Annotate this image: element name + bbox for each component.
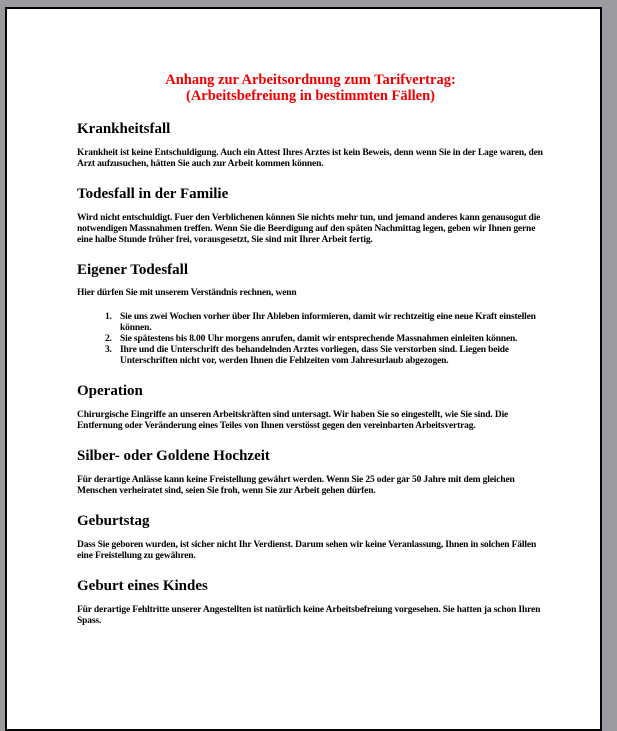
document-page: [5, 7, 602, 731]
list-item: 2. Sie spätestens bis 8.00 Uhr morgens anrufen, damit wir entsprechende Massnahmen einleiten können.: [114, 334, 544, 345]
document-title-line1: Anhang zur Arbeitsordnung zum Tarifvertrag:: [165, 72, 456, 88]
section-paragraph: Krankheit ist keine Entschuldigung. Auch ein Attest Ihres Arztes ist kein Beweis, denn wenn Sie in der Lage waren, den Arzt aufzusuchen, hätten Sie auch zur Arbeit kommen können.: [77, 147, 543, 169]
section-paragraph: Dass Sie geboren wurden, ist sicher nicht Ihr Verdienst. Darum sehen wir keine Veranlassung, Ihnen in solchen Fällen eine Freistellung zu gewähren.: [77, 539, 537, 561]
section-heading: Krankheitsfall: [77, 120, 171, 137]
section-paragraph: Wird nicht entschuldigt. Fuer den Verblichenen können Sie nichts mehr tun, und jemand anderes kann genausogut die notwendigen Massnahmen treffen. Wenn Sie die Beerdigung auf den späten Nachmittag legen, geben wir Ihnen gerne eine halbe Stunde früher frei, vorausgesetzt, Sie sind mit Ihrer Arbeit fertig.: [77, 212, 541, 245]
section-todesfall-familie: [77, 186, 544, 246]
document-title: [77, 73, 544, 105]
section-heading: Eigener Todesfall: [77, 261, 188, 278]
section-heading: Todesfall in der Familie: [77, 185, 229, 202]
section-geburt-kindes: [77, 578, 544, 627]
section-heading: Geburt eines Kindes: [77, 577, 208, 594]
section-hochzeit: [77, 448, 544, 497]
section-paragraph: Hier dürfen Sie mit unserem Verständnis rechnen, wenn: [77, 288, 297, 299]
section-eigener-todesfall: [77, 262, 544, 368]
conditions-list: [77, 312, 544, 367]
list-item: 1. Sie uns zwei Wochen vorher über Ihr Ableben informieren, damit wir rechtzeitig eine neue Kraft einstellen können.: [114, 312, 544, 334]
section-paragraph: Für derartige Anlässe kann keine Freistellung gewährt werden. Wenn Sie 25 oder gar 50 Jahre mit dem gleichen Menschen verheiratet sind, seien Sie froh, wenn Sie zur Arbeit gehen dürfen.: [77, 475, 515, 497]
section-heading: Geburtstag: [77, 513, 150, 530]
section-krankheitsfall: [77, 121, 544, 170]
document-content: [7, 9, 600, 670]
section-heading: Silber- oder Goldene Hochzeit: [77, 448, 270, 465]
section-paragraph: Chirurgische Eingriffe an unseren Arbeitskräften sind untersagt. Wir haben Sie so eingestellt, wie Sie sind. Die Entfernung oder Veränderung eines Teiles von Ihnen verstösst gegen den vereinbarten Arbeitsvertrag.: [77, 410, 509, 432]
section-geburtstag: [77, 513, 544, 562]
section-operation: [77, 383, 544, 432]
list-item: 3. Ihre und die Unterschrift des behandelnden Arztes vorliegen, dass Sie verstorben sind. Liegen beide Unterschriften nicht vor, werden Ihnen die Fehlzeiten vom Jahresurlaub abgezogen.: [114, 345, 544, 367]
section-paragraph: Für derartige Fehltritte unserer Angestellten ist natürlich keine Arbeitsbefreiung vorgesehen. Sie hatten ja schon Ihren Spass.: [77, 604, 541, 626]
document-title-line2: (Arbeitsbefreiung in bestimmten Fällen): [185, 87, 436, 104]
section-heading: Operation: [77, 383, 143, 400]
